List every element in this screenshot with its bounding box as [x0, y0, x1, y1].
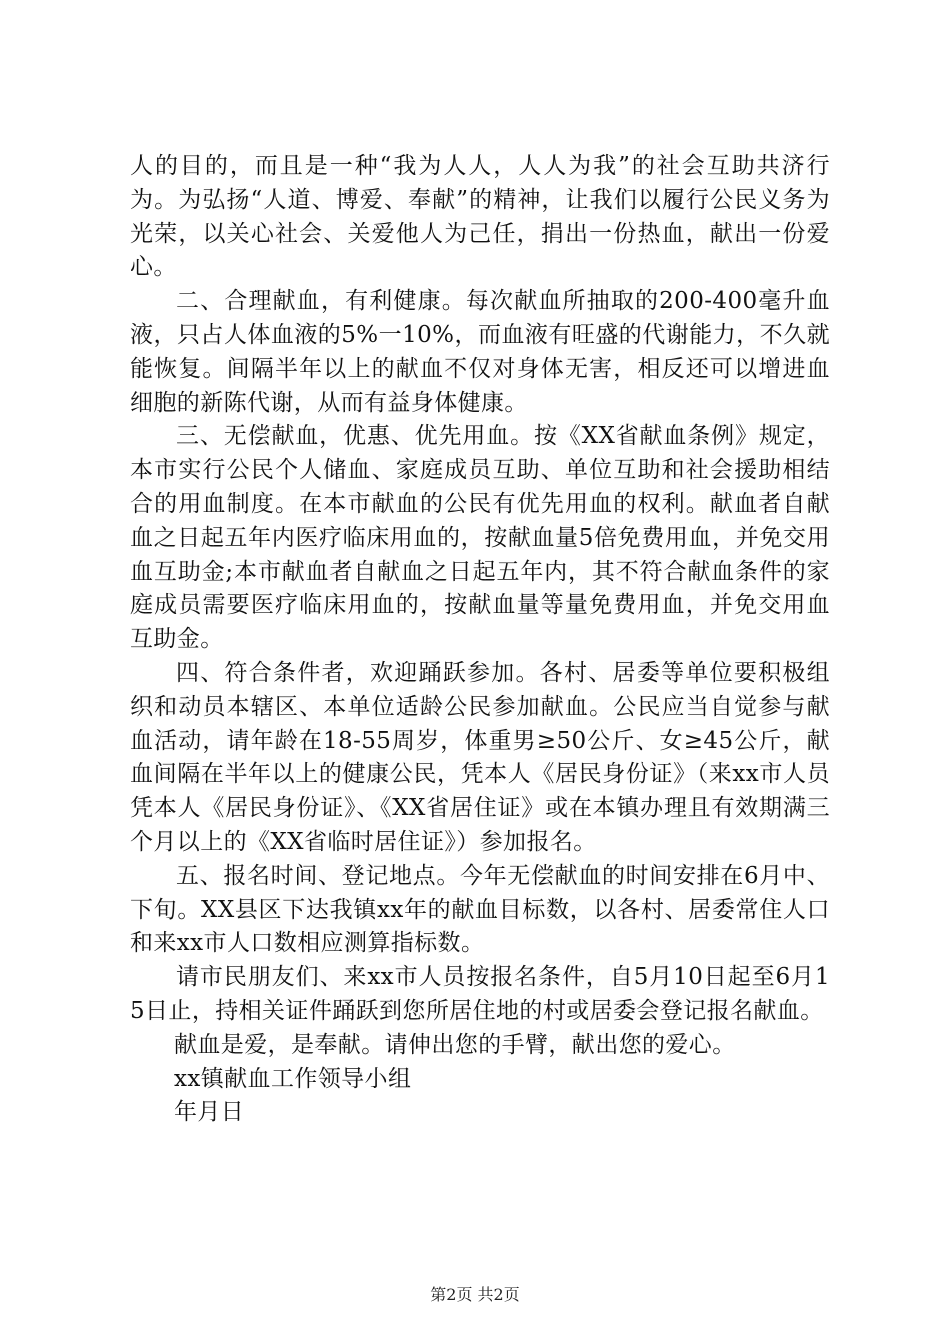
paragraph-eligibility: 四、符合条件者，欢迎踊跃参加。各村、居委等单位要积极组织和动员本辖区、本单位适龄公民参加献血。公民应当自觉参与献血活动，请年龄在18-55周岁，体重男≥50公斤、女≥45公斤，献血间隔在半年以上的健康公民，凭本人《居民身份证》（来xx市人员凭本人《居民身份证》、《XX省居住证》或在本镇办理且有效期满三个月以上的《XX省临时居住证》）参加报名。 — [130, 659, 830, 855]
paragraph-continuation: 人的目的，而且是一种“我为人人，人人为我”的社会互助共济行为。为弘扬“人道、博爱、奉献”的精神，让我们以履行公民义务为光荣，以关心社会、关爱他人为己任，捐出一份热血，献出一份爱心。 — [130, 153, 830, 281]
page-number: 第2页 共2页 — [430, 1285, 520, 1304]
paragraph-free-donation-priority: 三、无偿献血，优惠、优先用血。按《XX省献血条例》规定，本市实行公民个人储血、家庭成员互助、单位互助和社会援助相结合的用血制度。在本市献血的公民有优先用血的权利。献血者自献血之日起五年内医疗临床用血的，按献血量5倍免费用血，并免交用血互助金;本市献血者自献血之日起五年内，其不符合献血条件的家庭成员需要医疗临床用血的，按献血量等量免费用血，并免交用血互助金。 — [130, 423, 830, 653]
page-footer — [0, 1282, 950, 1305]
signature-organization: xx镇献血工作领导小组 — [174, 1065, 412, 1092]
document-body — [130, 150, 830, 1130]
signature-date: 年月日 — [174, 1099, 245, 1126]
paragraph-registration-time: 五、报名时间、登记地点。今年无偿献血的时间安排在6月中、下旬。XX县区下达我镇xx年的献血目标数，以各村、居委常住人口和来xx市人口数相应测算指标数。 — [130, 862, 830, 957]
paragraph-healthy-donation: 二、合理献血，有利健康。每次献血所抽取的200-400毫升血液，只占人体血液的5%一10%，而血液有旺盛的代谢能力，不久就能恢复。间隔半年以上的献血不仅对身体无害，相反还可以增进血细胞的新陈代谢，从而有益身体健康。 — [130, 288, 830, 416]
paragraph-registration-call: 请市民朋友们、来xx市人员按报名条件，自5月10日起至6月15日止，持相关证件踊跃到您所居住地的村或居委会登记报名献血。 — [130, 964, 830, 1024]
closing-slogan: 献血是爱，是奉献。请伸出您的手臂，献出您的爱心。 — [174, 1031, 736, 1058]
